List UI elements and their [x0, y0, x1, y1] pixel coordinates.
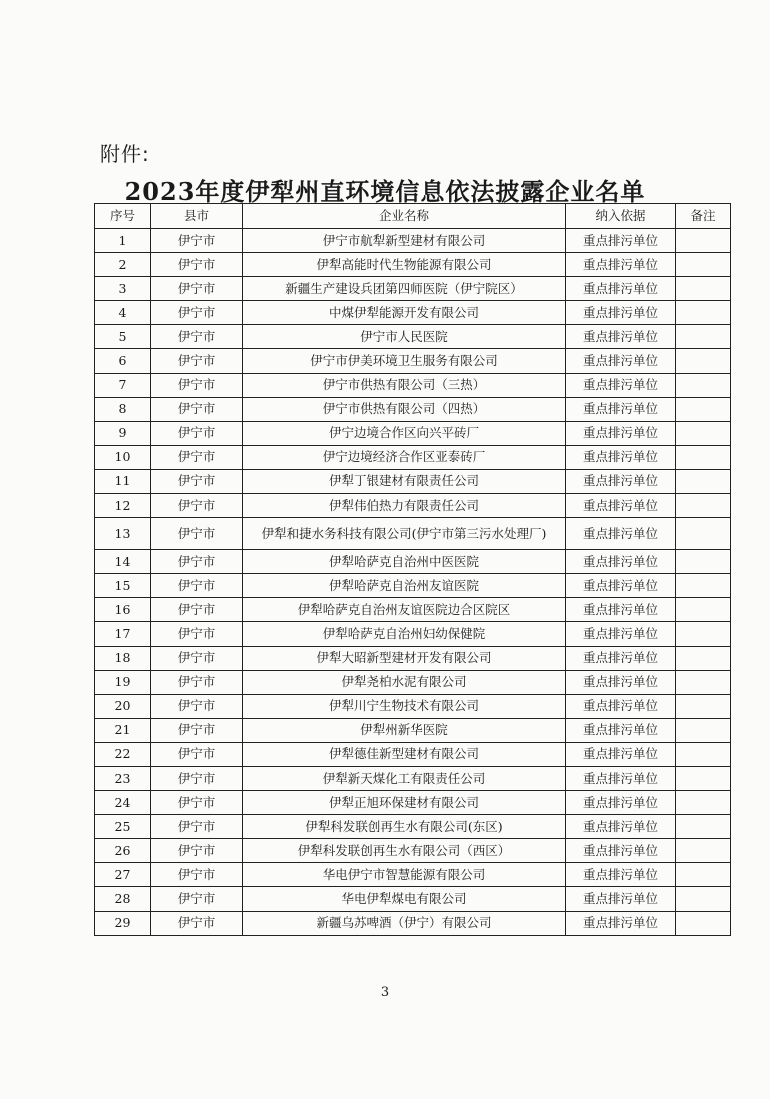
cell-company-name: 伊犁科发联创再生水有限公司(东区)	[243, 815, 566, 839]
cell-company-name: 新疆乌苏啤酒（伊宁）有限公司	[243, 911, 566, 935]
cell-basis: 重点排污单位	[566, 718, 676, 742]
cell-index: 25	[95, 815, 151, 839]
cell-remarks	[676, 229, 731, 253]
table-row	[95, 349, 731, 373]
cell-remarks	[676, 494, 731, 518]
cell-index: 23	[95, 766, 151, 790]
cell-remarks	[676, 718, 731, 742]
cell-county: 伊宁市	[151, 373, 243, 397]
cell-company-name: 伊犁德佳新型建材有限公司	[243, 742, 566, 766]
cell-company-name: 伊宁市伊美环境卫生服务有限公司	[243, 349, 566, 373]
cell-remarks	[676, 469, 731, 493]
page-number: 3	[380, 985, 390, 1000]
table-row	[95, 421, 731, 445]
cell-index: 22	[95, 742, 151, 766]
cell-company-name: 伊犁哈萨克自治州友谊医院边合区院区	[243, 598, 566, 622]
cell-basis: 重点排污单位	[566, 670, 676, 694]
cell-basis: 重点排污单位	[566, 469, 676, 493]
cell-county: 伊宁市	[151, 253, 243, 277]
cell-basis: 重点排污单位	[566, 518, 676, 550]
cell-county: 伊宁市	[151, 574, 243, 598]
cell-county: 伊宁市	[151, 229, 243, 253]
cell-company-name: 伊宁市人民医院	[243, 325, 566, 349]
cell-company-name: 伊犁尧柏水泥有限公司	[243, 670, 566, 694]
cell-basis: 重点排污单位	[566, 598, 676, 622]
cell-index: 29	[95, 911, 151, 935]
cell-county: 伊宁市	[151, 863, 243, 887]
cell-county: 伊宁市	[151, 742, 243, 766]
cell-remarks	[676, 277, 731, 301]
header-remarks: 备注	[676, 204, 731, 229]
cell-basis: 重点排污单位	[566, 839, 676, 863]
cell-county: 伊宁市	[151, 815, 243, 839]
cell-index: 14	[95, 550, 151, 574]
cell-index: 28	[95, 887, 151, 911]
cell-index: 9	[95, 421, 151, 445]
cell-county: 伊宁市	[151, 494, 243, 518]
cell-basis: 重点排污单位	[566, 301, 676, 325]
table-row	[95, 815, 731, 839]
table-row	[95, 277, 731, 301]
cell-remarks	[676, 373, 731, 397]
table-row	[95, 494, 731, 518]
cell-basis: 重点排污单位	[566, 887, 676, 911]
cell-index: 27	[95, 863, 151, 887]
cell-county: 伊宁市	[151, 622, 243, 646]
cell-county: 伊宁市	[151, 550, 243, 574]
table-row	[95, 742, 731, 766]
cell-remarks	[676, 445, 731, 469]
table-body	[95, 229, 731, 936]
cell-county: 伊宁市	[151, 301, 243, 325]
cell-county: 伊宁市	[151, 518, 243, 550]
cell-company-name: 伊犁哈萨克自治州妇幼保健院	[243, 622, 566, 646]
cell-basis: 重点排污单位	[566, 373, 676, 397]
cell-index: 11	[95, 469, 151, 493]
cell-county: 伊宁市	[151, 277, 243, 301]
table-row	[95, 469, 731, 493]
cell-index: 2	[95, 253, 151, 277]
table-row	[95, 325, 731, 349]
cell-remarks	[676, 839, 731, 863]
cell-county: 伊宁市	[151, 397, 243, 421]
cell-basis: 重点排污单位	[566, 791, 676, 815]
cell-county: 伊宁市	[151, 469, 243, 493]
table-row	[95, 622, 731, 646]
cell-basis: 重点排污单位	[566, 863, 676, 887]
cell-basis: 重点排污单位	[566, 550, 676, 574]
company-list-table	[94, 203, 731, 936]
cell-company-name: 伊宁边境合作区向兴平砖厂	[243, 421, 566, 445]
cell-remarks	[676, 622, 731, 646]
cell-index: 18	[95, 646, 151, 670]
table-row	[95, 373, 731, 397]
table-row	[95, 694, 731, 718]
cell-index: 5	[95, 325, 151, 349]
cell-remarks	[676, 670, 731, 694]
cell-basis: 重点排污单位	[566, 349, 676, 373]
cell-remarks	[676, 301, 731, 325]
cell-company-name: 伊犁大昭新型建材开发有限公司	[243, 646, 566, 670]
cell-county: 伊宁市	[151, 421, 243, 445]
cell-basis: 重点排污单位	[566, 694, 676, 718]
cell-remarks	[676, 349, 731, 373]
cell-company-name: 伊犁丁银建材有限责任公司	[243, 469, 566, 493]
cell-basis: 重点排污单位	[566, 646, 676, 670]
document-title: 2023年度伊犁州直环境信息依法披露企业名单	[124, 177, 646, 206]
cell-company-name: 华电伊犁煤电有限公司	[243, 887, 566, 911]
cell-basis: 重点排污单位	[566, 494, 676, 518]
cell-county: 伊宁市	[151, 445, 243, 469]
cell-remarks	[676, 574, 731, 598]
cell-company-name: 伊犁正旭环保建材有限公司	[243, 791, 566, 815]
header-county: 县市	[151, 204, 243, 229]
header-basis: 纳入依据	[566, 204, 676, 229]
cell-basis: 重点排污单位	[566, 911, 676, 935]
cell-basis: 重点排污单位	[566, 742, 676, 766]
cell-basis: 重点排污单位	[566, 622, 676, 646]
cell-company-name: 伊宁市供热有限公司（三热）	[243, 373, 566, 397]
attachment-label: 附件:	[100, 142, 150, 166]
cell-company-name: 中煤伊犁能源开发有限公司	[243, 301, 566, 325]
cell-remarks	[676, 397, 731, 421]
cell-remarks	[676, 550, 731, 574]
cell-company-name: 伊犁州新华医院	[243, 718, 566, 742]
table-row	[95, 550, 731, 574]
cell-company-name: 伊犁哈萨克自治州友谊医院	[243, 574, 566, 598]
table-row	[95, 911, 731, 935]
cell-remarks	[676, 791, 731, 815]
cell-county: 伊宁市	[151, 887, 243, 911]
cell-remarks	[676, 887, 731, 911]
cell-company-name: 伊宁市航犁新型建材有限公司	[243, 229, 566, 253]
cell-basis: 重点排污单位	[566, 253, 676, 277]
cell-basis: 重点排污单位	[566, 229, 676, 253]
table-row	[95, 253, 731, 277]
cell-remarks	[676, 421, 731, 445]
cell-county: 伊宁市	[151, 670, 243, 694]
cell-index: 19	[95, 670, 151, 694]
cell-remarks	[676, 863, 731, 887]
table-row	[95, 518, 731, 550]
cell-basis: 重点排污单位	[566, 574, 676, 598]
cell-remarks	[676, 766, 731, 790]
cell-remarks	[676, 518, 731, 550]
cell-index: 1	[95, 229, 151, 253]
cell-basis: 重点排污单位	[566, 815, 676, 839]
cell-index: 6	[95, 349, 151, 373]
cell-county: 伊宁市	[151, 325, 243, 349]
table-row	[95, 718, 731, 742]
cell-basis: 重点排污单位	[566, 325, 676, 349]
cell-company-name: 伊犁科发联创再生水有限公司（西区）	[243, 839, 566, 863]
table-row	[95, 445, 731, 469]
cell-company-name: 伊犁川宁生物技术有限公司	[243, 694, 566, 718]
cell-company-name: 伊犁和捷水务科技有限公司(伊宁市第三污水处理厂)	[243, 518, 566, 550]
cell-remarks	[676, 598, 731, 622]
header-index: 序号	[95, 204, 151, 229]
table-row	[95, 229, 731, 253]
cell-company-name: 伊犁高能时代生物能源有限公司	[243, 253, 566, 277]
cell-index: 7	[95, 373, 151, 397]
cell-index: 20	[95, 694, 151, 718]
table-row	[95, 301, 731, 325]
cell-county: 伊宁市	[151, 791, 243, 815]
cell-company-name: 华电伊宁市智慧能源有限公司	[243, 863, 566, 887]
table-row	[95, 397, 731, 421]
cell-county: 伊宁市	[151, 349, 243, 373]
cell-basis: 重点排污单位	[566, 766, 676, 790]
cell-index: 26	[95, 839, 151, 863]
cell-company-name: 伊犁伟伯热力有限责任公司	[243, 494, 566, 518]
cell-company-name: 伊犁新天煤化工有限责任公司	[243, 766, 566, 790]
cell-index: 8	[95, 397, 151, 421]
cell-company-name: 伊宁市供热有限公司（四热）	[243, 397, 566, 421]
cell-remarks	[676, 742, 731, 766]
table-row	[95, 766, 731, 790]
cell-remarks	[676, 911, 731, 935]
cell-remarks	[676, 646, 731, 670]
cell-index: 10	[95, 445, 151, 469]
header-company-name: 企业名称	[243, 204, 566, 229]
cell-remarks	[676, 815, 731, 839]
cell-company-name: 新疆生产建设兵团第四师医院（伊宁院区）	[243, 277, 566, 301]
table-row	[95, 646, 731, 670]
table-header-row	[95, 204, 731, 229]
cell-company-name: 伊犁哈萨克自治州中医医院	[243, 550, 566, 574]
table-row	[95, 574, 731, 598]
table-row	[95, 598, 731, 622]
table-row	[95, 863, 731, 887]
cell-county: 伊宁市	[151, 766, 243, 790]
cell-index: 15	[95, 574, 151, 598]
cell-county: 伊宁市	[151, 911, 243, 935]
cell-company-name: 伊宁边境经济合作区亚泰砖厂	[243, 445, 566, 469]
table-row	[95, 839, 731, 863]
cell-index: 4	[95, 301, 151, 325]
cell-index: 17	[95, 622, 151, 646]
cell-index: 24	[95, 791, 151, 815]
cell-index: 12	[95, 494, 151, 518]
table-row	[95, 887, 731, 911]
cell-county: 伊宁市	[151, 718, 243, 742]
cell-remarks	[676, 694, 731, 718]
cell-index: 13	[95, 518, 151, 550]
table-row	[95, 791, 731, 815]
cell-basis: 重点排污单位	[566, 397, 676, 421]
cell-county: 伊宁市	[151, 694, 243, 718]
table-row	[95, 670, 731, 694]
cell-county: 伊宁市	[151, 598, 243, 622]
cell-basis: 重点排污单位	[566, 445, 676, 469]
cell-basis: 重点排污单位	[566, 421, 676, 445]
cell-index: 21	[95, 718, 151, 742]
cell-county: 伊宁市	[151, 839, 243, 863]
cell-county: 伊宁市	[151, 646, 243, 670]
cell-index: 3	[95, 277, 151, 301]
cell-remarks	[676, 253, 731, 277]
cell-remarks	[676, 325, 731, 349]
cell-index: 16	[95, 598, 151, 622]
cell-basis: 重点排污单位	[566, 277, 676, 301]
